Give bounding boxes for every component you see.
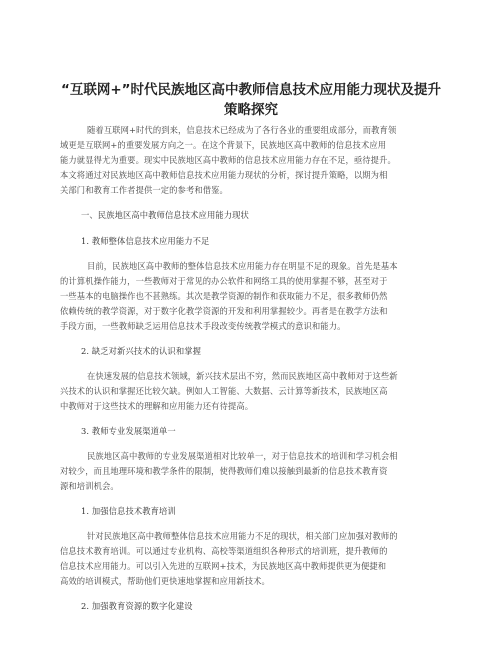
subsection-heading: 2. 缺乏对新兴技术的认识和掌握 (81, 346, 202, 356)
subsection-heading: 1. 加强信息技术教育培训 (81, 506, 176, 516)
section-heading: 一、民族地区高中教师信息技术应用能力现状 (81, 210, 249, 220)
paragraph-line: 高效的培训模式，帮助他们更快速地掌握和应用新技术。 (60, 576, 270, 586)
paragraph-line: 能力就显得尤为重要。现实中民族地区高中教师的信息技术应用能力存在不足，亟待提升。 (60, 155, 396, 165)
paragraph-line: 信息技术应用能力。可以引入先进的互联网+技术，为民族地区高中教师提供更为便捷和 (60, 561, 387, 571)
paragraph-line: 目前，民族地区高中教师的整体信息技术应用能力存在明显不足的现象。首先是基本 (87, 261, 398, 271)
subsection-heading: 1. 教师整体信息技术应用能力不足 (81, 236, 210, 246)
paragraph-line: 中教师对于这些技术的理解和应用能力还有待提高。 (60, 401, 254, 411)
paragraph-line: 在快速发展的信息技术领域，新兴技术层出不穷，然而民族地区高中教师对于这些新 (87, 371, 398, 381)
title-line-1: “互联网+”时代民族地区高中教师信息技术应用能力现状及提升 (60, 82, 442, 98)
paragraph-line: 域更是互联网+的重要发展方向之一。在这个背景下，民族地区高中教师的信息技术应用 (60, 140, 387, 150)
paragraph-line: 本文将通过对民族地区高中教师信息技术应用能力现状的分析，探讨提升策略，以期为相 (60, 170, 388, 180)
subsection-heading: 3. 教师专业发展渠道单一 (81, 426, 176, 436)
paragraph-line: 民族地区高中教师的专业发展渠道相对比较单一，对于信息技术的培训和学习机会相 (87, 451, 398, 461)
paragraph-line: 一些基本的电脑操作也不甚熟练。其次是教学资源的制作和获取能力不足，很多教师仍然 (60, 291, 388, 301)
paragraph-line: 关部门和教育工作者提供一定的参考和借鉴。 (60, 185, 228, 195)
title-line-2: 策略探究 (224, 102, 278, 118)
paragraph-line: 针对民族地区高中教师整体信息技术应用能力不足的现状，相关部门应加强对教师的 (87, 531, 398, 541)
paragraph-line: 对较少，而且地理环境和教学条件的限制，使得教师们难以接触到最新的信息技术教育资 (60, 466, 388, 476)
subsection-heading: 2. 加强教育资源的数字化建设 (81, 601, 193, 611)
paragraph-line: 手段方面，一些教师缺乏运用信息技术手段改变传统教学模式的意识和能力。 (60, 321, 346, 331)
paragraph-line: 源和培训机会。 (60, 481, 119, 491)
paragraph-line: 随着互联网+时代的到来，信息技术已经成为了各行各业的重要组成部分，而教育领 (87, 125, 397, 135)
paragraph-line: 的计算机操作能力，一些教师对于常见的办公软件和网络工具的使用掌握不够，甚至对于 (60, 276, 388, 286)
paragraph-line: 依赖传统的教学资源，对于数字化教学资源的开发和利用掌握较少。再者是在教学方法和 (60, 306, 388, 316)
document-title (40, 80, 462, 120)
paragraph-line: 信息技术教育培训。可以通过专业机构、高校等渠道组织各种形式的培训班，提升教师的 (60, 546, 388, 556)
paragraph-line: 兴技术的认识和掌握还比较欠缺。例如人工智能、大数据、云计算等新技术，民族地区高 (60, 386, 388, 396)
